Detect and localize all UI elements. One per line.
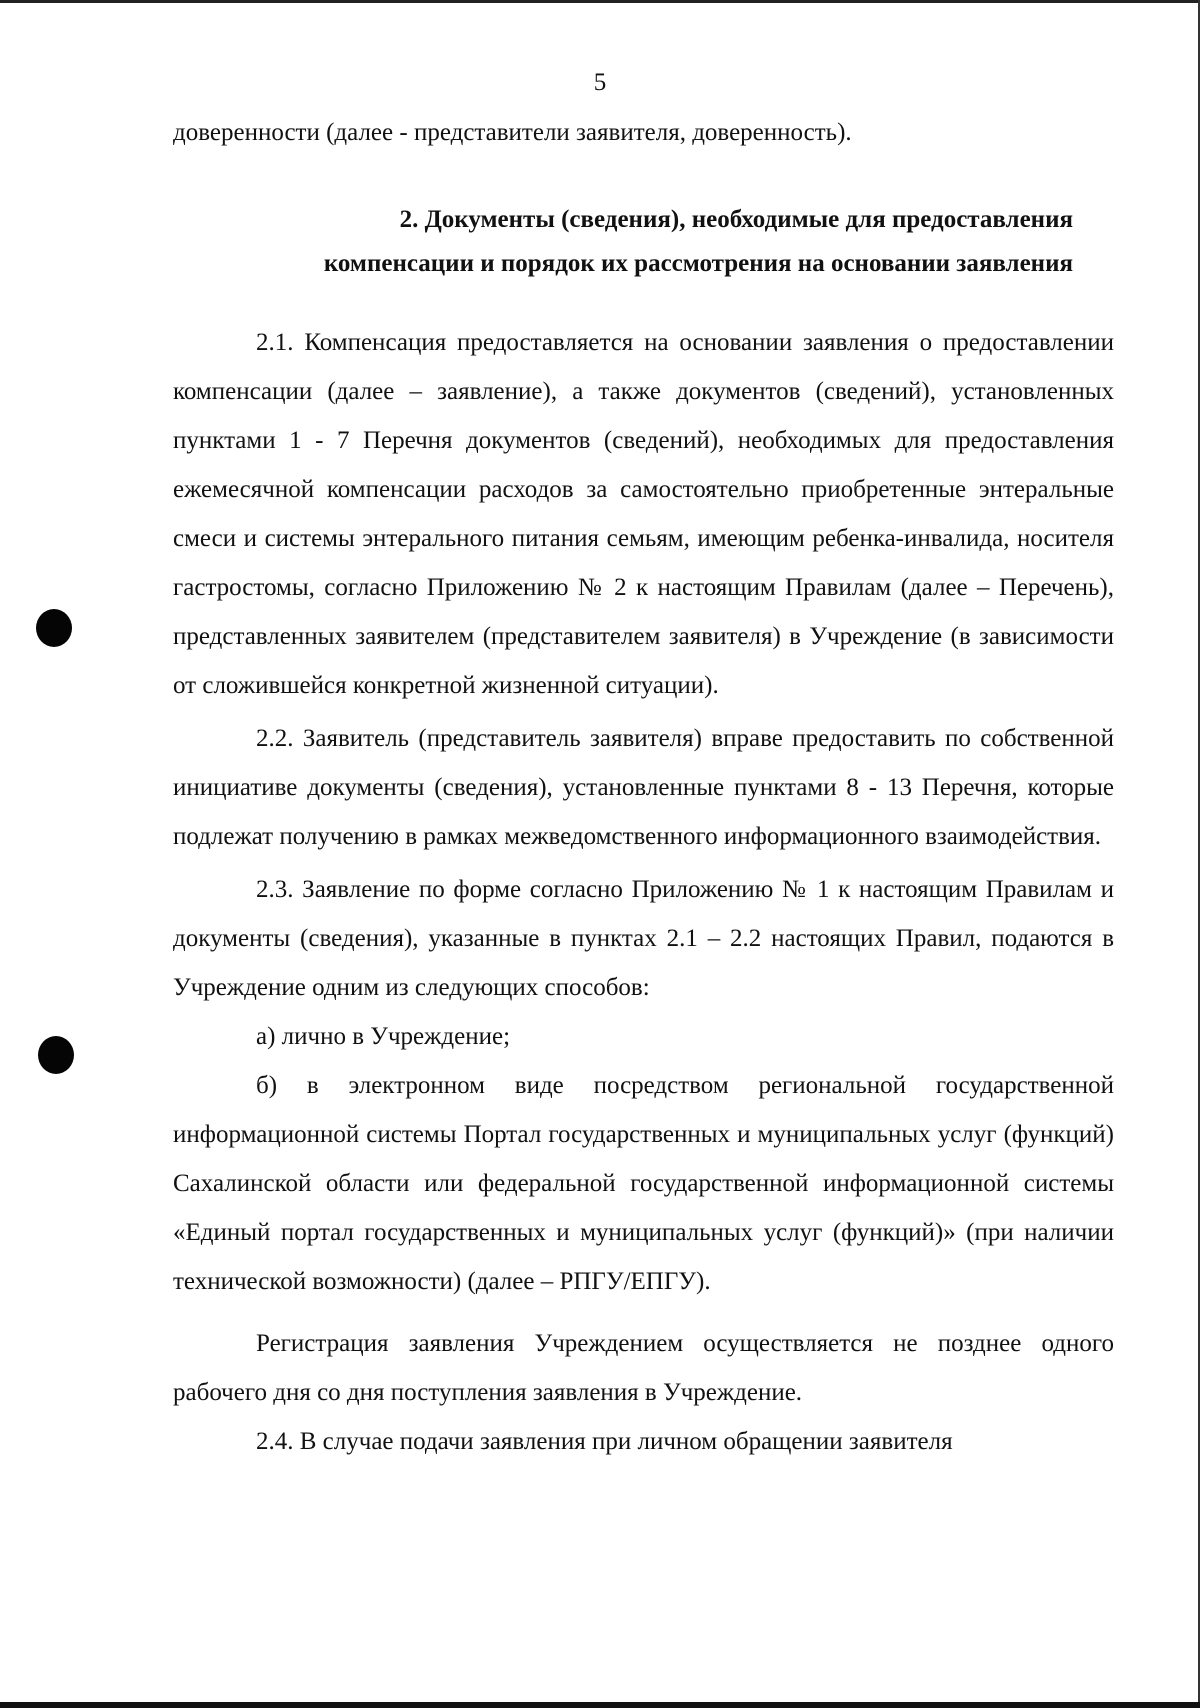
list-item-b: б) в электронном виде посредством региональной государственной информационной системы Портал государственных и муниципальных услуг (функций) Сахалинской области или федеральной государственной информационной системы «Единый портал государственных и муниципальных услуг (функций)» (при наличии технической возможности) (далее – РПГУ/ЕПГУ). [173,1072,1114,1295]
paragraph-2-1: 2.1. Компенсация предоставляется на основании заявления о предоставлении компенсации (далее – заявление), а также документов (сведений), установленных пунктами 1 - 7 Перечня документов (сведений), необходимых для предоставления ежемесячной компенсации расходов за самостоятельно приобретенные энтеральные смеси и системы энтерального питания семьям, имеющим ребенка-инвалида, носителя гастростомы, согласно Приложению № 2 к настоящим Правилам (далее – Перечень), представленных заявителем (представителем заявителя) в Учреждение (в зависимости от сложившейся конкретной жизненной ситуации). [173,329,1114,699]
scan-bottom-edge [0,1702,1200,1708]
list-item-a: а) лично в Учреждение; [256,1023,511,1050]
paragraph-2-3: 2.3. Заявление по форме согласно Приложению № 1 к настоящим Правилам и документы (сведения), указанные в пунктах 2.1 – 2.2 настоящих Правил, подаются в Учреждение одним из следующих способов: [173,876,1114,1001]
paragraph-2-4: 2.4. В случае подачи заявления при личном обращении заявителя [256,1428,953,1455]
punch-hole-mark [36,609,72,647]
registration-paragraph: Регистрация заявления Учреждением осуществляется не позднее одного рабочего дня со дня поступления заявления в Учреждение. [173,1330,1114,1406]
section-heading [173,198,1073,286]
paragraph-2-2: 2.2. Заявитель (представитель заявителя) вправе предоставить по собственной инициативе документы (сведения), установленные пунктами 8 - 13 Перечня, которые подлежат получению в рамках межведомственного информационного взаимодействия. [173,725,1114,850]
page-number: 5 [593,69,607,96]
continuation-text: доверенности (далее - представители заявителя, доверенность). [173,119,852,146]
section-heading-line-1: 2. Документы (сведения), необходимые для предоставления [399,206,1073,233]
scan-top-edge [0,0,1200,3]
section-body [173,318,1114,1466]
section-heading-line-2: компенсации и порядок их рассмотрения на основании заявления [323,250,1073,277]
punch-hole-mark [38,1036,74,1074]
continuation-paragraph [173,108,1114,157]
